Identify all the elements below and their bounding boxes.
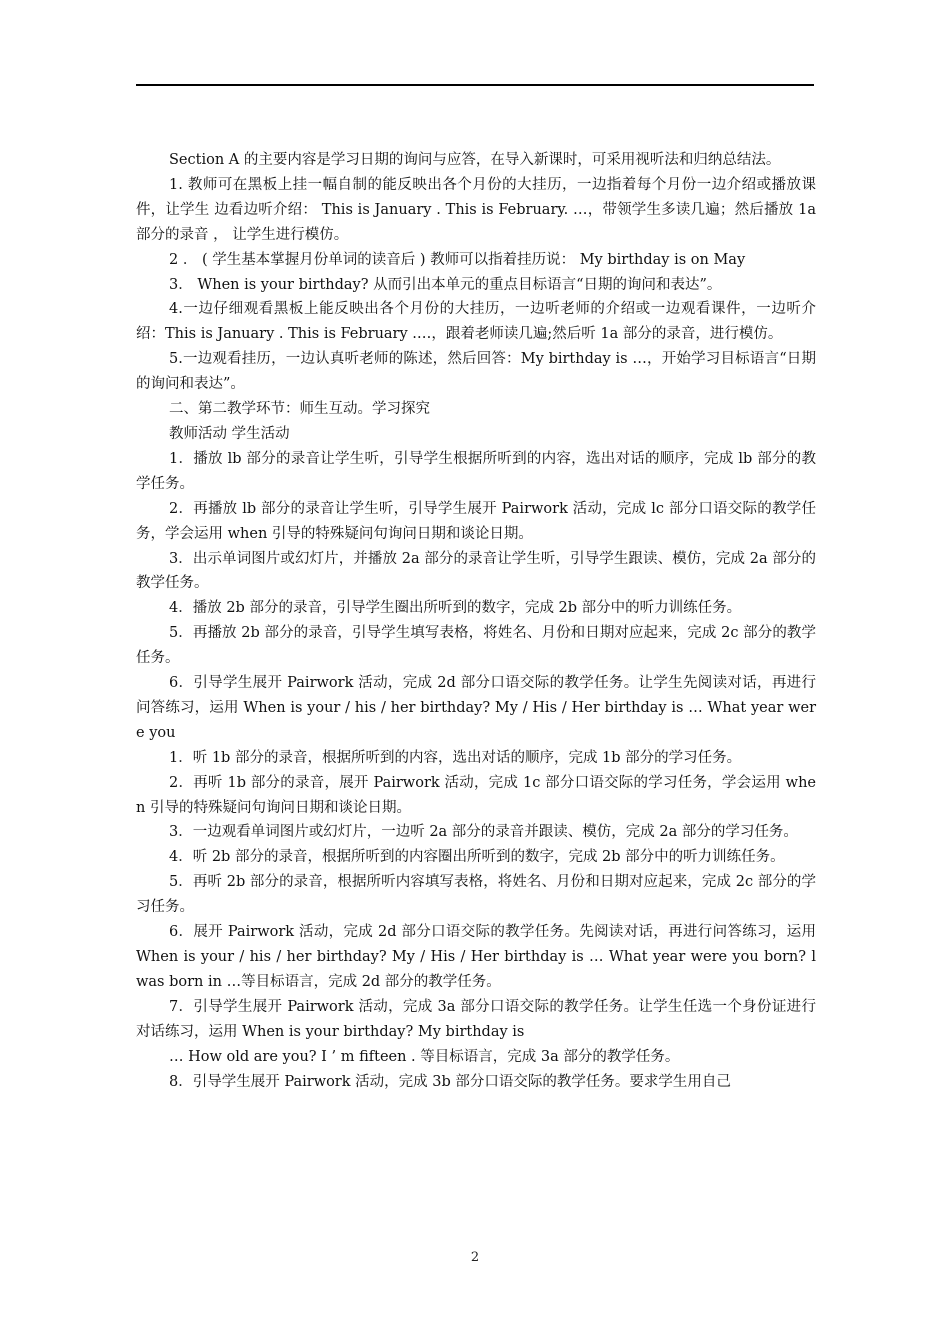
header-rule — [136, 84, 814, 86]
paragraph: … How old are you? I ’ m fifteen . 等目标语言，完成 3a 部分的教学任务。 — [169, 1048, 680, 1065]
paragraph: 4．播放 2b 部分的录音，引导学生圈出所听到的数字，完成 2b 部分中的听力训练任务。 — [169, 600, 742, 617]
paragraph: 2 ． ( 学生基本掌握月份单词的读音后 ) 教师可以指着挂历说： My birthday is on May — [169, 251, 746, 268]
paragraph: 5．再听 2b 部分的录音，根据所听内容填写表格，将姓名、月份和日期对应起来，完成 2c 部分的学习任务。 — [136, 874, 816, 916]
paragraph: 3． When is your birthday? 从而引出本单元的重点目标语言“日期的询问和表达”。 — [169, 276, 722, 293]
paragraph: 5.一边观看挂历，一边认真听老师的陈述，然后回答：My birthday is …，开始学习目标语言“日期的询问和表达”。 — [136, 351, 816, 393]
paragraph: 教师活动 学生活动 — [169, 425, 290, 442]
paragraph: Section A 的主要内容是学习日期的询问与应答，在导入新课时，可采用视听法和归纳总结法。 — [169, 152, 781, 168]
paragraph: 1. 教师可在黑板上挂一幅自制的能反映出各个月份的大挂历，一边指着每个月份一边介绍或播放课件，让学生 边看边听介绍： This is January . This is February. …，带领学生多读几遍；然后播放 1a 部分的录音 ， 让学生进行模仿。 — [136, 176, 816, 243]
paragraph: 7．引导学生展开 Pairwork 活动，完成 3a 部分口语交际的教学任务。让学生任选一个身份证进行对话练习，运用 When is your birthday? My birthday is — [136, 998, 816, 1040]
paragraph: 6．引导学生展开 Pairwork 活动，完成 2d 部分口语交际的教学任务。让学生先阅读对话，再进行问答练习，运用 When is your / his / her birthday? My / His / Her birthday is … What year were you — [136, 675, 816, 741]
paragraph: 1．播放 lb 部分的录音让学生听，引导学生根据所听到的内容，选出对话的顺序，完成 lb 部分的教学任务。 — [136, 450, 816, 492]
section-heading: 二、第二教学环节：师生互动。学习探究 — [169, 401, 430, 418]
paragraph: 1．听 1b 部分的录音，根据所听到的内容，选出对话的顺序，完成 1b 部分的学习任务。 — [169, 749, 742, 766]
page-number: 2 — [470, 1250, 480, 1265]
paragraph: 2．再播放 lb 部分的录音让学生听，引导学生展开 Pairwork 活动，完成 lc 部分口语交际的教学任务，学会运用 when 引导的特殊疑问句询问日期和谈论日期。 — [136, 500, 816, 542]
paragraph: 4.一边仔细观看黑板上能反映出各个月份的大挂历，一边听老师的介绍或一边观看课件，一边听介绍：This is January . This is February .…，跟着老师读几遍;然后听 1a 部分的录音，进行模仿。 — [136, 301, 816, 343]
paragraph: 8．引导学生展开 Pairwork 活动，完成 3b 部分口语交际的教学任务。要求学生用自己 — [169, 1073, 731, 1090]
paragraph: 2．再听 1b 部分的录音，展开 Pairwork 活动，完成 1c 部分口语交际的学习任务，学会运用 when 引导的特殊疑问句询问日期和谈论日期。 — [136, 774, 816, 816]
paragraph: 4．听 2b 部分的录音，根据所听到的内容圈出所听到的数字，完成 2b 部分中的听力训练任务。 — [169, 849, 785, 866]
paragraph: 3．出示单词图片或幻灯片，并播放 2a 部分的录音让学生听，引导学生跟读、模仿，完成 2a 部分的教学任务。 — [136, 550, 816, 592]
paragraph: 3．一边观看单词图片或幻灯片，一边听 2a 部分的录音并跟读、模仿，完成 2a 部分的学习任务。 — [169, 824, 798, 841]
paragraph: 6．展开 Pairwork 活动，完成 2d 部分口语交际的教学任务。先阅读对话，再进行问答练习，运用 When is your / his / her birthday? My / His / Her birthday is … What year were you born? l was born in …等目标语言，完成 2d 部分的教学任务。 — [136, 924, 816, 990]
paragraph: 5．再播放 2b 部分的录音，引导学生填写表格，将姓名、月份和日期对应起来，完成 2c 部分的教学任务。 — [136, 625, 816, 667]
body-text — [136, 148, 816, 1094]
